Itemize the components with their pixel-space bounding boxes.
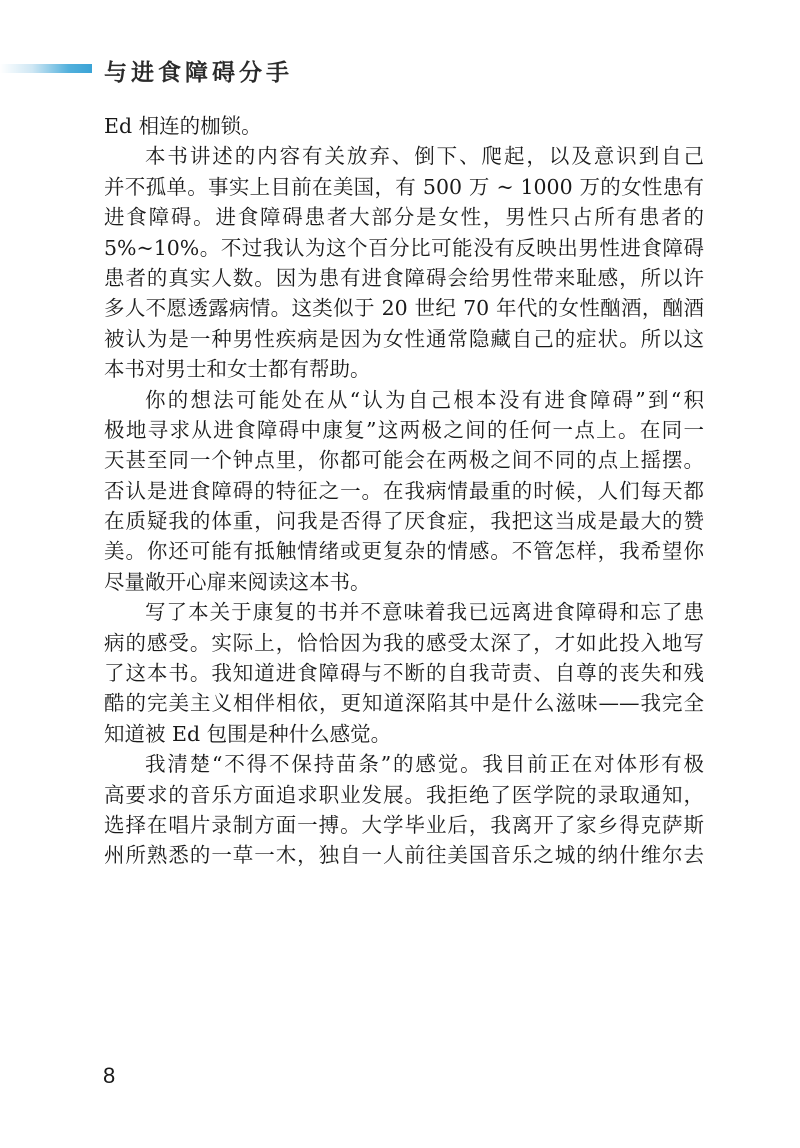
- paragraph: [104, 111, 704, 141]
- text-line: 本书讲述的内容有关放弃、倒下、爬起，以及意识到自己: [145, 144, 704, 169]
- paragraph: [104, 597, 704, 749]
- text-line: 5%~10%。不过我认为这个百分比可能没有反映出男性进食障碍: [104, 235, 704, 260]
- text-line: 被认为是一种男性疾病是因为女性通常隐藏自己的症状。所以这: [104, 326, 704, 351]
- text-line: 酷的完美主义相伴相依，更知道深陷其中是什么滋味——我完全: [104, 691, 704, 716]
- text-line: 进食障碍。进食障碍患者大部分是女性，男性只占所有患者的: [104, 205, 704, 230]
- text-line: 并不孤单。事实上目前在美国，有 500 万 ~ 1000 万的女性患有: [104, 174, 704, 199]
- text-line: 病的感受。实际上，恰恰因为我的感受太深了，才如此投入地写: [104, 630, 704, 655]
- text-line: 选择在唱片录制方面一搏。大学毕业后，我离开了家乡得克萨斯: [104, 812, 704, 837]
- text-line: 高要求的音乐方面追求职业发展。我拒绝了医学院的录取通知，: [104, 782, 704, 807]
- text-line: 天甚至同一个钟点里，你都可能会在两极之间不同的点上摇摆。: [104, 448, 704, 473]
- page-number: 8: [103, 1063, 116, 1088]
- text-line: 你的想法可能处在从“认为自己根本没有进食障碍”到“积: [145, 387, 704, 412]
- text-line: 极地寻求从进食障碍中康复”这两极之间的任何一点上。在同一: [104, 417, 704, 442]
- text-line: 写了本关于康复的书并不意味着我已远离进食障碍和忘了患: [145, 600, 704, 625]
- text-line: 本书对男士和女士都有帮助。: [104, 357, 371, 382]
- header-accent-bar: [0, 64, 92, 73]
- running-header-title: 与进食障碍分手: [104, 60, 293, 86]
- text-line: 多人不愿透露病情。这类似于 20 世纪 70 年代的女性酗酒，酗酒: [104, 296, 704, 321]
- text-line: 在质疑我的体重，问我是否得了厌食症，我把这当成是最大的赞: [104, 509, 704, 534]
- text-line: 患者的真实人数。因为患有进食障碍会给男性带来耻感，所以许: [104, 265, 704, 290]
- text-line: 我清楚“不得不保持苗条”的感觉。我目前正在对体形有极: [145, 752, 704, 777]
- text-line: 美。你还可能有抵触情绪或更复杂的情感。不管怎样，我希望你: [104, 539, 704, 564]
- paragraph: [104, 141, 704, 384]
- body-text: [104, 111, 704, 871]
- paragraph: [104, 385, 704, 598]
- text-line: Ed 相连的枷锁。: [104, 114, 262, 138]
- text-line: 否认是进食障碍的特征之一。在我病情最重的时候，人们每天都: [104, 478, 704, 503]
- text-line: 了这本书。我知道进食障碍与不断的自我苛责、自尊的丧失和残: [104, 661, 704, 686]
- paragraph: [104, 749, 704, 871]
- text-line: 尽量敞开心扉来阅读这本书。: [104, 569, 371, 594]
- text-line: 知道被 Ed 包围是种什么感觉。: [104, 721, 392, 746]
- text-line: 州所熟悉的一草一木，独自一人前往美国音乐之城的纳什维尔去: [104, 843, 704, 868]
